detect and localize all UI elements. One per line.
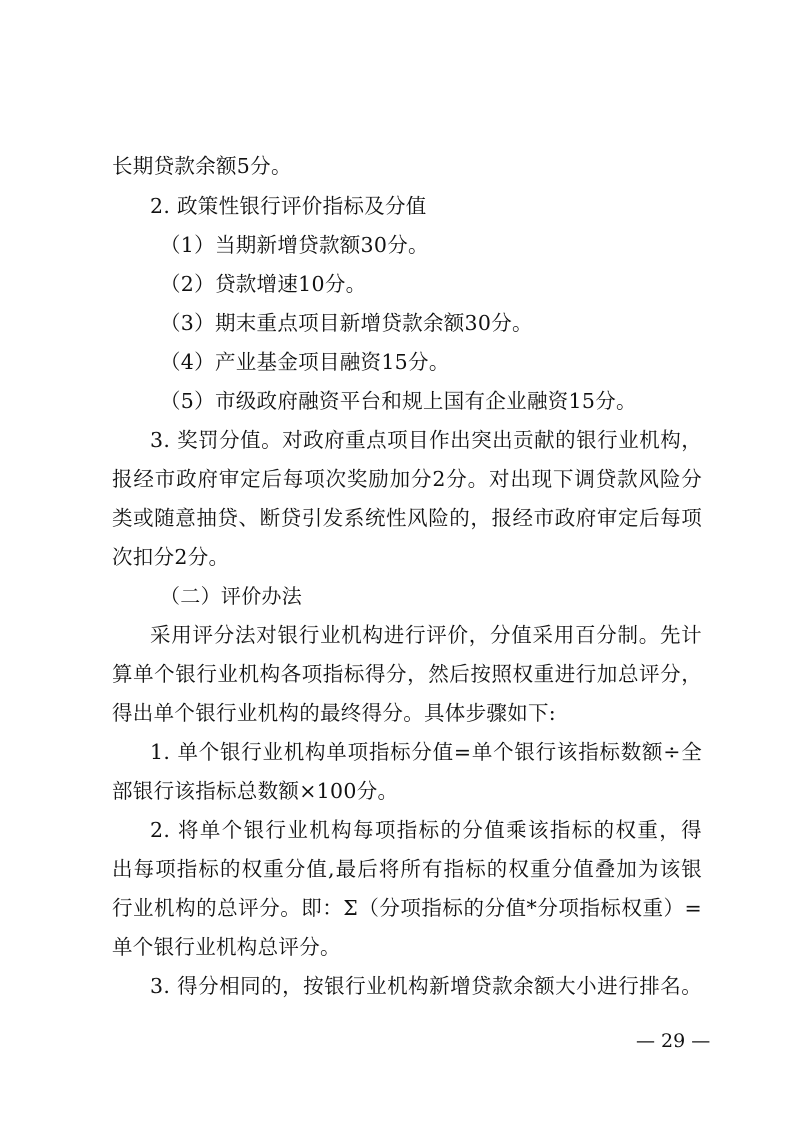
text-line: 长期贷款余额5分。 [112,154,292,178]
text-line: 2. 将单个银行业机构每项指标的分值乘该指标的权重，得 [150,818,702,842]
text-line: 3. 得分相同的，按银行业机构新增贷款余额大小进行排名。 [150,974,702,998]
text-line: 次扣分2分。 [112,545,230,569]
text-line: 采用评分法对银行业机构进行评价，分值采用百分制。先计 [150,623,702,647]
text-line: 3. 奖罚分值。对政府重点项目作出突出贡献的银行业机构， [150,428,702,452]
text-line: 1. 单个银行业机构单项指标分值=单个银行该指标数额÷全 [150,740,702,764]
text-line: 行业机构的总评分。即：Σ（分项指标的分值*分项指标权重）= [112,896,702,920]
text-line: 类或随意抽贷、断贷引发系统性风险的，报经市政府审定后每项 [112,506,702,530]
section-heading: （二）评价办法 [160,584,303,608]
text-line: 得出单个银行业机构的最终得分。具体步骤如下: [112,701,557,725]
text-line: （2）贷款增速10分。 [160,272,367,296]
text-line: 2. 政策性银行评价指标及分值 [150,194,427,218]
text-line: 算单个银行业机构各项指标得分，然后按照权重进行加总评分， [112,662,702,686]
text-line: 报经市政府审定后每项次奖励加分2分。对出现下调贷款风险分 [112,467,702,491]
text-line: （5）市级政府融资平台和规上国有企业融资15分。 [160,389,637,413]
text-line: （1）当期新增贷款额30分。 [160,233,429,257]
page-number: — 29 — [636,1030,711,1052]
text-line: 单个银行业机构总评分。 [112,935,341,959]
text-line: （3）期末重点项目新增贷款余额30分。 [160,311,533,335]
text-line: （4）产业基金项目融资15分。 [160,350,450,374]
text-line: 部银行该指标总数额×100分。 [112,779,399,803]
text-line: 出每项指标的权重分值,最后将所有指标的权重分值叠加为该银 [112,857,702,881]
